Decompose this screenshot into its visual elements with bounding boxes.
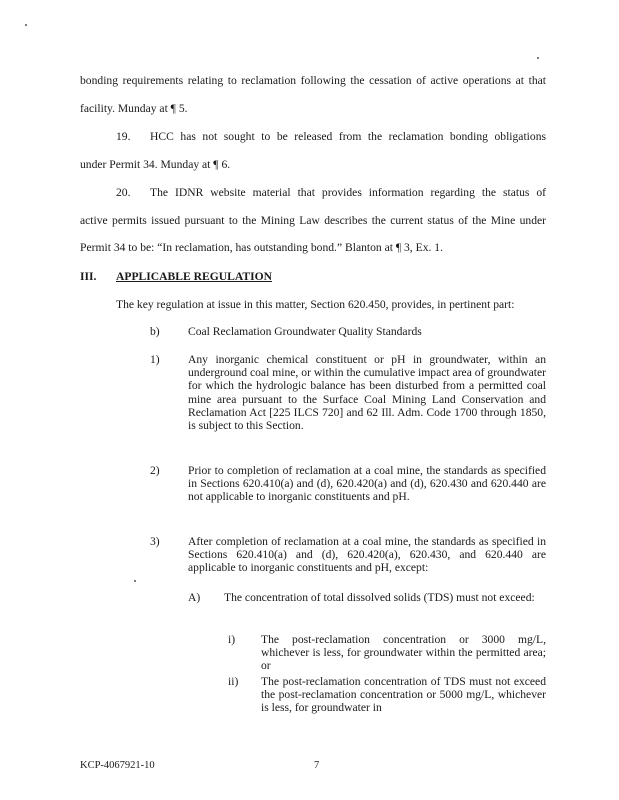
item-1-label: 1) bbox=[150, 353, 160, 366]
footer-page-number: 7 bbox=[314, 760, 320, 771]
item-3-label: 3) bbox=[150, 535, 160, 548]
scan-speck bbox=[25, 24, 27, 26]
item-A-i-text: The post-reclamation concentration or 3000 mg/L, whichever is less, for groundwater within the permitted area; or bbox=[261, 633, 546, 673]
item-A-label: A) bbox=[188, 591, 201, 604]
item-b-label: b) bbox=[150, 325, 160, 338]
para20-line1: The IDNR website material that provides information regarding the status of bbox=[150, 186, 546, 199]
para19-line1: HCC has not sought to be released from the reclamation bonding obligations bbox=[150, 130, 546, 143]
scan-speck bbox=[134, 580, 136, 582]
item-A-i-label: i) bbox=[228, 633, 236, 646]
item-1-text: Any inorganic chemical constituent or pH in groundwater, within an underground coal mine, or within the cumulative impact area of groundwater for which the hydrologic balance has been disturbed from a permitted coal mine area pursuant to the Surface Coal Mining Land Conservation and Reclamation Act [225 ILCS 720] and 62 Ill. Adm. Code 1700 through 1850, is subject to this Section. bbox=[188, 353, 546, 433]
item-A-ii-label: ii) bbox=[228, 675, 239, 688]
para19-number: 19. bbox=[116, 130, 131, 143]
para19-line2: under Permit 34. Munday at ¶ 6. bbox=[80, 158, 231, 171]
item-2-label: 2) bbox=[150, 464, 160, 477]
para20-line2: active permits issued pursuant to the Mining Law describes the current status of the Mine under bbox=[80, 214, 546, 227]
footer-document-id: KCP-4067921-10 bbox=[80, 760, 155, 771]
section-title: APPLICABLE REGULATION bbox=[116, 270, 273, 283]
item-3-text: After completion of reclamation at a coal mine, the standards as specified in Sections 620.410(a) and (d), 620.420(a), 620.430, and 620.440 are applicable to inorganic constituents and pH, except: bbox=[188, 535, 546, 575]
item-2-text: Prior to completion of reclamation at a coal mine, the standards as specified in Sections 620.410(a) and (d), 620.420(a) and (d), 620.430 and 620.440 are not applicable to inorganic constituents and pH. bbox=[188, 464, 546, 504]
para20-line3: Permit 34 to be: “In reclamation, has outstanding bond.” Blanton at ¶ 3, Ex. 1. bbox=[80, 241, 443, 254]
item-b-text: Coal Reclamation Groundwater Quality Standards bbox=[188, 325, 422, 338]
item-A-ii-text: The post-reclamation concentration of TDS must not exceed the post-reclamation concentration or 5000 mg/L, whichever is less, for groundwater in bbox=[261, 675, 546, 715]
regulation-intro: The key regulation at issue in this matter, Section 620.450, provides, in pertinent part: bbox=[116, 298, 515, 311]
scan-speck bbox=[537, 57, 539, 59]
section-number: III. bbox=[80, 270, 97, 283]
para20-number: 20. bbox=[116, 186, 131, 199]
item-A-text: The concentration of total dissolved solids (TDS) must not exceed: bbox=[224, 591, 535, 604]
para18-line1: bonding requirements relating to reclamation following the cessation of active operations at that bbox=[80, 74, 546, 87]
para18-line2: facility. Munday at ¶ 5. bbox=[80, 102, 188, 115]
